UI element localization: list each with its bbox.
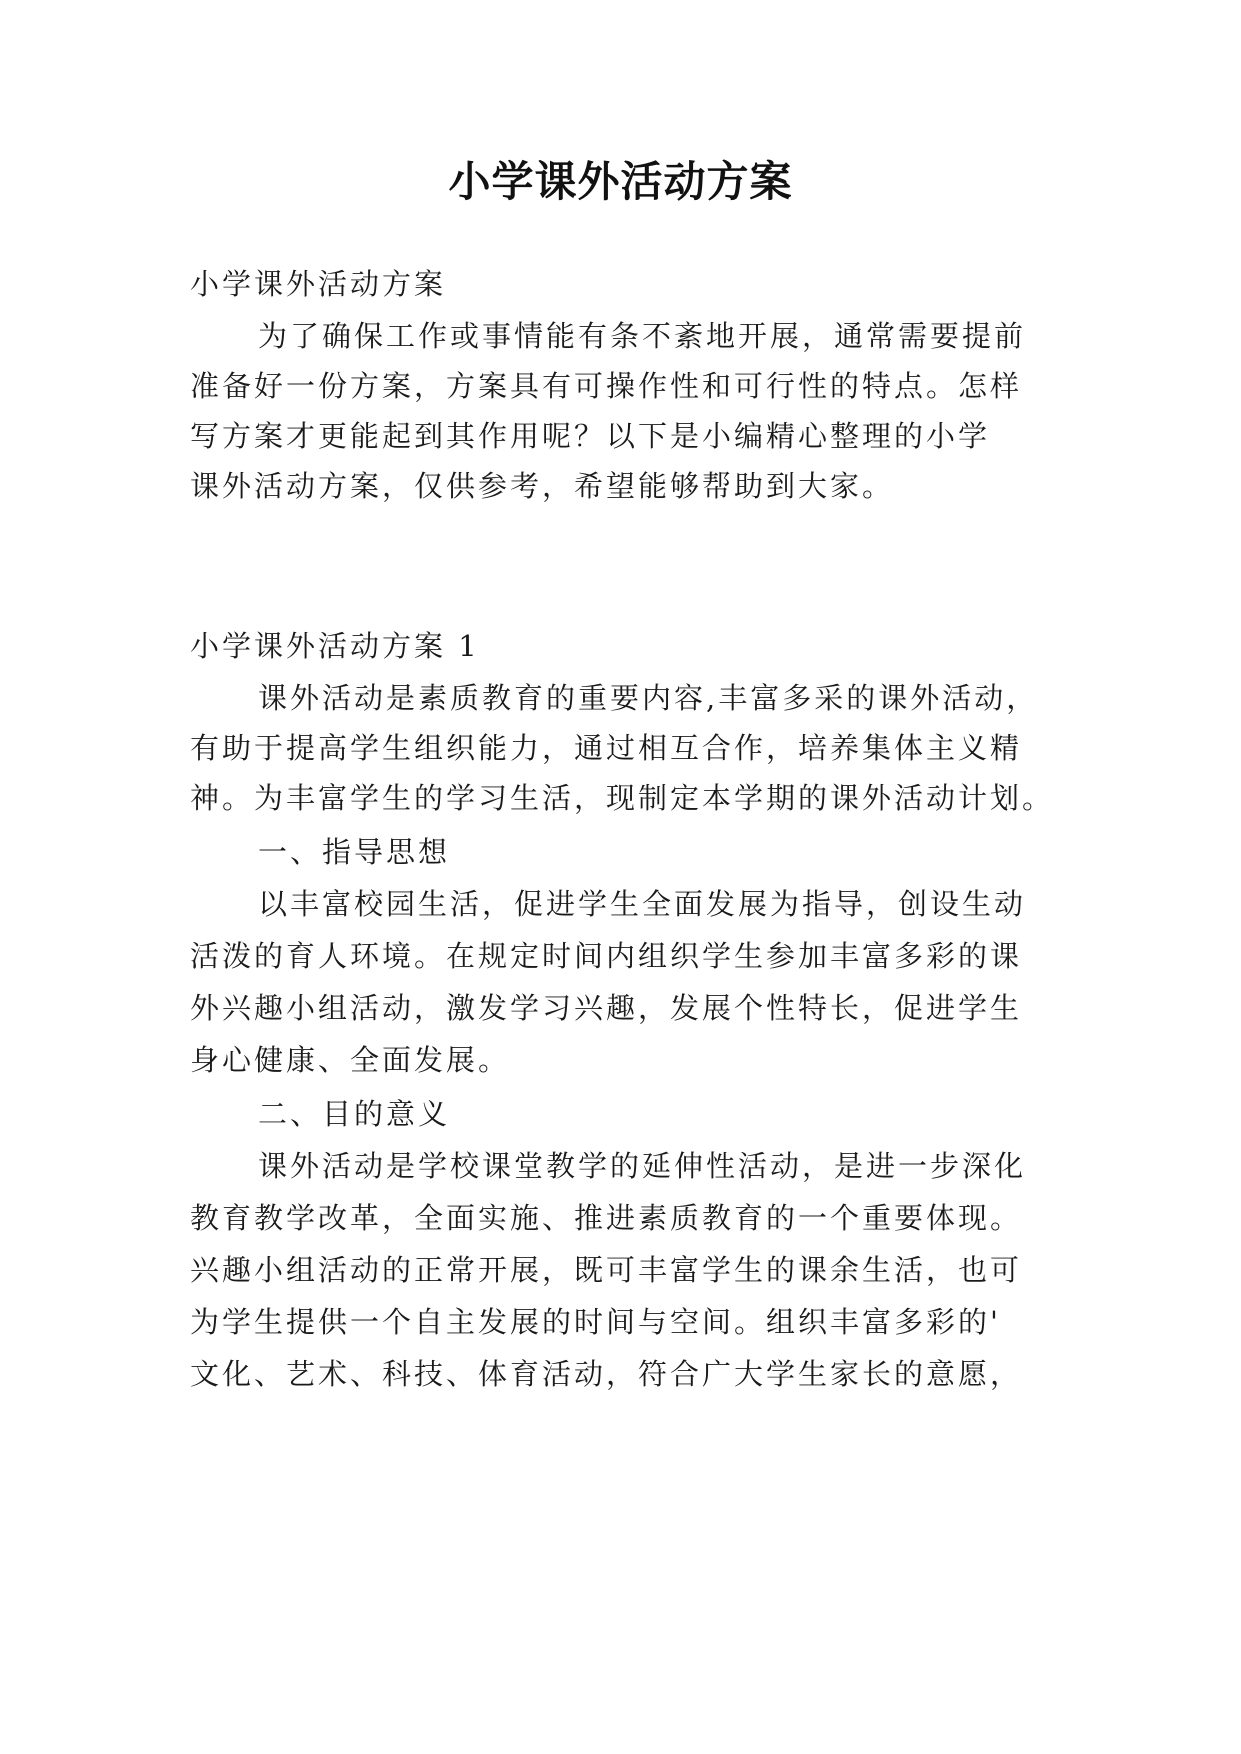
purpose-paragraph-line: 教育教学改革，全面实施、推进素质教育的一个重要体现。 [190,1201,1023,1235]
section-paragraph-line: 课外活动是素质教育的重要内容,丰富多采的课外活动， [258,681,1039,715]
guiding-paragraph-line: 身心健康、全面发展。 [190,1043,511,1077]
section-paragraph-line: 有助于提高学生组织能力，通过相互合作，培养集体主义精 [190,731,1023,765]
purpose-paragraph-line: 为学生提供一个自主发展的时间与空间。组织丰富多彩的' [190,1305,1001,1339]
guiding-paragraph-line: 外兴趣小组活动，激发学习兴趣，发展个性特长，促进学生 [190,991,1023,1025]
guiding-paragraph-line: 以丰富校园生活，促进学生全面发展为指导，创设生动 [258,887,1027,921]
purpose-paragraph-line: 课外活动是学校课堂教学的延伸性活动，是进一步深化 [258,1149,1027,1183]
purpose-paragraph-line: 文化、艺术、科技、体育活动，符合广大学生家长的意愿， [190,1357,1023,1391]
subheading-purpose: 二、目的意义 [258,1097,451,1131]
section-heading: 小学课外活动方案 1 [190,629,480,663]
document-title: 小学课外活动方案 [448,157,793,206]
subheading-guiding-thought: 一、指导思想 [258,835,451,869]
subtitle-line: 小学课外活动方案 [190,267,447,301]
intro-paragraph-line: 课外活动方案，仅供参考，希望能够帮助到大家。 [190,469,895,503]
intro-paragraph-line: 写方案才更能起到其作用呢？以下是小编精心整理的小学 [190,419,991,453]
section-paragraph-line: 神。为丰富学生的学习生活，现制定本学期的课外活动计划。 [190,781,1055,815]
purpose-paragraph-line: 兴趣小组活动的正常开展，既可丰富学生的课余生活，也可 [190,1253,1023,1287]
intro-paragraph-line: 为了确保工作或事情能有条不紊地开展，通常需要提前 [258,319,1027,353]
guiding-paragraph-line: 活泼的育人环境。在规定时间内组织学生参加丰富多彩的课 [190,939,1023,973]
intro-paragraph-line: 准备好一份方案，方案具有可操作性和可行性的特点。怎样 [190,369,1023,403]
